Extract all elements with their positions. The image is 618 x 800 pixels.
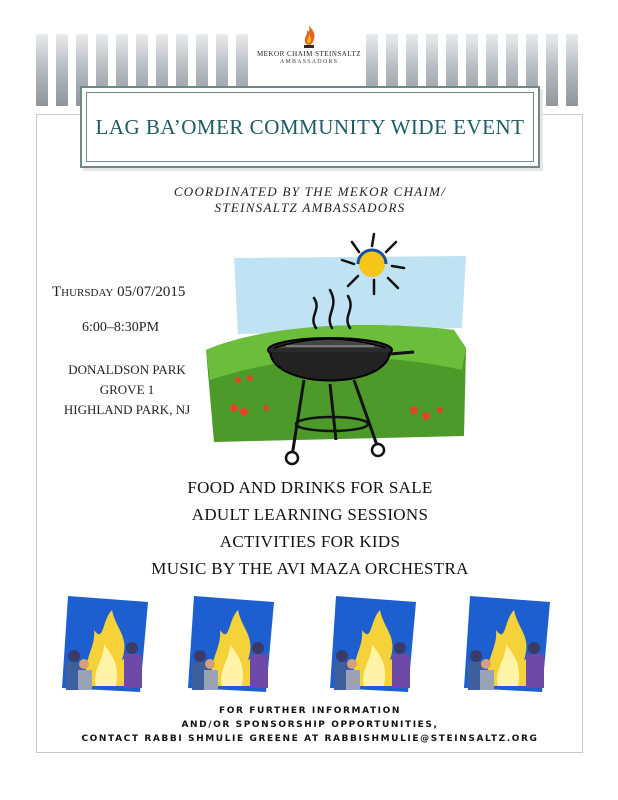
bonfire-illustration: [186, 590, 276, 694]
location-line: DONALDSON PARK: [68, 362, 186, 377]
location-line: GROVE 1: [99, 382, 155, 397]
stripe: [36, 34, 48, 106]
bonfire-illustration: [60, 590, 150, 694]
stripe: [566, 34, 578, 106]
footer-line: FOR FURTHER INFORMATION: [218, 706, 402, 716]
bonfire-illustration: [462, 590, 552, 694]
footer-line: AND/OR SPONSORSHIP OPPORTUNITIES,: [181, 720, 439, 730]
activity-item: MUSIC BY THE AVI MAZA ORCHESTRA: [151, 559, 469, 578]
logo-text-top: MEKOR CHAIM STEINSALTZ: [256, 50, 362, 58]
title-box: [80, 86, 540, 168]
location-line: HIGHLAND PARK, NJ: [63, 402, 191, 417]
bonfire-illustration: [328, 590, 418, 694]
stripe: [56, 34, 68, 106]
organization-logo: [252, 24, 366, 70]
footer-line: CONTACT RABBI SHMULIE GREENE AT RABBISHMULIE@STEINSALTZ.ORG: [81, 734, 539, 744]
bbq-grill-illustration: [204, 230, 474, 470]
activity-item: ADULT LEARNING SESSIONS: [191, 505, 429, 524]
coordinated-by-line-2: STEINSALTZ AMBASSADORS: [214, 200, 406, 215]
event-date: Thursday 05/07/2015: [52, 284, 186, 300]
event-location: [63, 360, 191, 420]
stripe: [546, 34, 558, 106]
event-title: LAG BA’OMER COMMUNITY WIDE EVENT: [95, 115, 525, 139]
activity-item: ACTIVITIES FOR KIDS: [219, 532, 401, 551]
logo-flame-icon: [300, 24, 318, 50]
coordinated-by-line-1: COORDINATED BY THE MEKOR CHAIM/: [173, 184, 447, 199]
logo-text-bottom: AMBASSADORS: [279, 59, 339, 65]
event-time: 6:00–8:30PM: [82, 320, 160, 335]
activity-item: FOOD AND DRINKS FOR SALE: [187, 478, 433, 497]
